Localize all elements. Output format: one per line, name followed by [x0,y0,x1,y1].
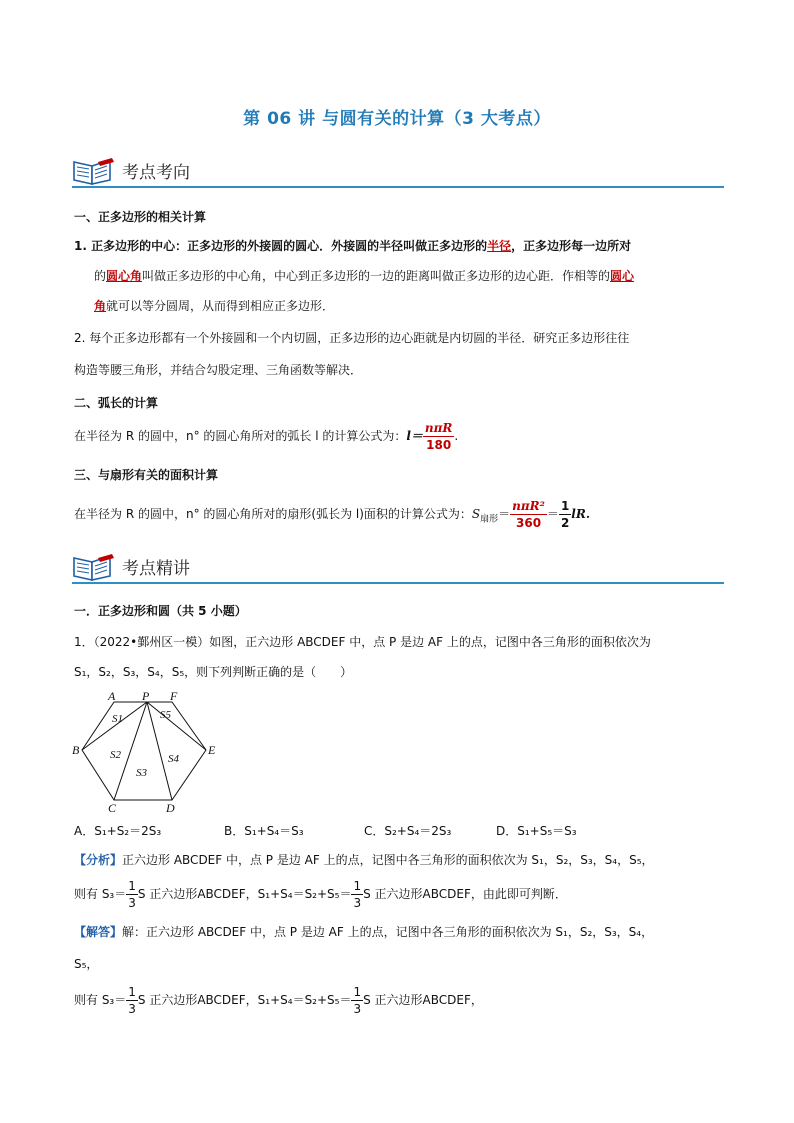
option-B[interactable]: B．S₁+S₄＝S₃ [224,824,304,838]
section-header-kaodian-jingjiang [72,546,724,584]
label-S1: S1 [112,713,123,725]
formula-lhs: l＝ [406,429,423,443]
term-central-angle-2a: 圆心 [610,269,635,283]
sector-area-formula: 在半径为 R 的圆中，n° 的圆心角所对的扇形(弧长为 l)面积的计算公式为：$S_{扇形}=$ $\frac{\text{nπR²}}{360}$ ＝ $\frac{1}{2}$ lR. [74,499,591,530]
subheading-polygon-circle: 一．正多边形和圆（共 5 小题） [74,604,247,618]
label-B: B [72,743,80,757]
label-F: F [170,689,178,703]
fraction-one-third: $\frac{1}{3}$ [353,985,362,1016]
hexagon-figure [70,688,220,814]
sector-fraction: $\frac{\text{nπR²}}{360}$ [512,499,545,530]
section-heading: 考点考向 [122,163,190,183]
paragraph-2-line2: 构造等腰三角形，并结合勾股定理、三角函数等解决． [74,363,363,377]
formula-fraction: $\frac{\text{nπR}}{180}$ [424,421,453,452]
label-C: C [108,801,117,814]
segment-PB [82,702,147,750]
subheading-arc-length: 二、弧长的计算 [74,396,159,410]
analysis-line2: 则有 S₃＝ $\frac{1}{3}$ S 正六边形ABCDEF，S₁+S₄＝S₂+S₅＝ $\frac{1}{3}$ S 正六边形ABCDEF，由此即可判断． [74,879,567,910]
p1-text-c: 的 [94,269,107,283]
arc-length-text: 在半径为 R 的圆中，n° 的圆心角所对的弧长 l 的计算公式为： [74,429,407,443]
label-A: A [108,689,116,703]
label-S2: S2 [110,749,121,761]
section-header-kaodian-kaoxiang [72,150,724,188]
analysis-tag: 【分析】 [74,853,123,867]
term-central-angle: 圆心角 [106,269,143,283]
option-A[interactable]: A．S₁+S₂＝2S₃ [74,824,162,838]
solution-tag: 【解答】 [74,925,123,939]
page-title: 第 06 讲 与圆有关的计算（3 大考点） [243,109,551,129]
fraction-one-third: $\frac{1}{3}$ [128,879,136,910]
paragraph-1-line3 [94,298,748,314]
book-icon [72,550,116,582]
fraction-one-third: $\frac{1}{3}$ [353,879,362,910]
label-P: P [142,689,150,703]
solution-line3: 则有 S₃＝ $\frac{1}{3}$ S 正六边形ABCDEF，S₁+S₄＝S₂+S₅＝ $\frac{1}{3}$ S 正六边形ABCDEF， [74,985,483,1016]
p2-text-a: 2. 每个正多边形都有一个外接圆和一个内切圆，正多边形的边心距就是内切圆的半径．研究正多边形往往 [74,331,630,345]
label-D: D [166,801,175,814]
section-rule [72,582,724,584]
label-S3: S3 [136,767,147,779]
section-rule [72,186,724,188]
question-1-line1: 1．（2022•鄞州区一模）如图，正六边形 ABCDEF 中，点 P 是边 AF 上的点，记图中各三角形的面积依次为 [74,635,651,649]
book-icon [72,154,116,186]
subheading-sector-area: 三、与扇形有关的面积计算 [74,468,219,482]
solution-line2: S₅， [74,957,99,971]
section-heading: 考点精讲 [122,559,190,579]
option-C[interactable]: C．S₂+S₄＝2S₃ [364,824,452,838]
analysis-line1: 【分析】正六边形 ABCDEF 中，点 P 是边 AF 上的点，记图中各三角形的面积依次为 S₁，S₂，S₃，S₄，S₅， [74,853,654,867]
term-radius: 半径 [487,239,512,253]
option-D[interactable]: D．S₁+S₅＝S₃ [496,824,577,838]
hexagon-outline [82,702,206,800]
paragraph-2 [74,330,728,346]
paragraph-1 [74,238,728,254]
fraction-one-third: $\frac{1}{3}$ [128,985,136,1016]
subheading-polygon: 一、正多边形的相关计算 [74,210,207,224]
p1-text-b: ，正多边形每一边所对 [511,239,632,253]
p1-text-a: 1. 正多边形的中心：正多边形的外接圆的圆心．外接圆的半径叫做正多边形的 [74,239,488,253]
p1-text-e: 就可以等分圆周，从而得到相应正多边形． [106,299,335,313]
label-S5: S5 [160,709,171,721]
sector-area-text: 在半径为 R 的圆中，n° 的圆心角所对的扇形(弧长为 l)面积的计算公式为： [74,507,472,521]
term-central-angle-2b: 角 [94,299,107,313]
label-E: E [208,743,216,757]
p1-text-d: 叫做正多边形的中心角，中心到正多边形的一边的距离叫做正多边形的边心距．作相等的 [142,269,611,283]
question-1-line2: S₁，S₂，S₃，S₄，S₅，则下列判断正确的是（ ） [74,665,353,679]
solution-line1: 【解答】解：正六边形 ABCDEF 中，点 P 是边 AF 上的点，记图中各三角形的面积依次为 S₁，S₂，S₃，S₄， [74,925,654,939]
arc-length-formula: 在半径为 R 的圆中，n° 的圆心角所对的弧长 l 的计算公式为：l＝ $\frac{\text{nπR}}{180}$ . [74,421,459,452]
label-S4: S4 [168,753,179,765]
half-fraction: $\frac{1}{2}$ [560,499,570,530]
paragraph-1-line2 [94,268,748,284]
